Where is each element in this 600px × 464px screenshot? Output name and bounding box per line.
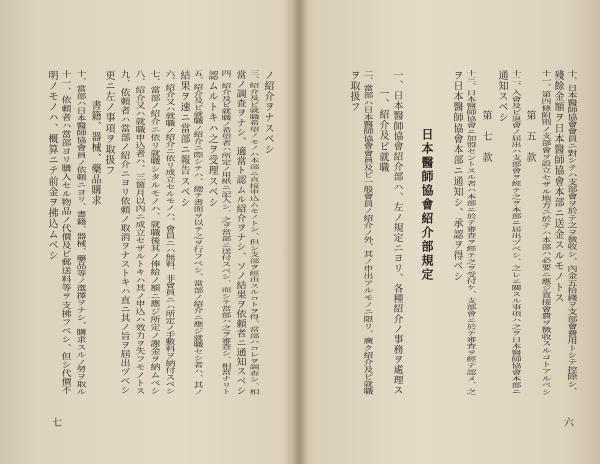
text-column: 一、紹介及ビ就職 [377, 88, 388, 173]
text-column: 明ノモノハ、概算ニテ前金ヲ拂込ムベシ [46, 70, 57, 261]
text-column: 殘餘金額ヲ日本醫師協會本部ニ送金スルモノトス [552, 70, 563, 304]
text-column: ノ紹介ヲナスベシ [262, 70, 273, 155]
text-column: 一、日本醫師協會紹介部ハ、左ノ規定ニヨリ、各種紹介ノ事務ヲ處理ス [391, 70, 402, 396]
text-column: 書籍、器械、藥品購求 [89, 100, 100, 206]
text-column: 十、當部ハ日本醫師協會員ノ依頼ニヨリ、書籍、器械、藥品等ノ選擇ヲナシ、購求スルノ勞ヲ取ル [74, 70, 85, 396]
left-page-number: 七 [52, 418, 62, 429]
text-column: 六、紹介又ハ就職ノ紹介ニ依リ成立セルモノハ、會員ニハ無料、非會員ニハ所定ノ手數料ヲ納付スベシ [163, 70, 174, 395]
text-column: 五、紹介及ビ就職ノ紹介ニ際シテハ、總テ書面ヲ以テ之ヲ行フベシ、當部ノ紹介ニ應ジ就職セシ者ハ、其ノ [191, 70, 202, 396]
text-column: 第 七 款 [480, 110, 491, 163]
text-column: 三、紹介及ビ就職希望ノモノハ本部ニ直接申込ムモノトシ、但シ支部ヲ經由スルコトヲ得、當部ハコレヲ調查シ、相 [247, 70, 258, 396]
text-column: 第 五 款 [524, 110, 535, 163]
text-column: 通知スベシ [496, 70, 507, 123]
text-column: 九、依頼者ハ當部ノ紹介ニヨリ依頼ノ取消ヲナストキハ直ニ其ノ旨ヲ屆出ヅベシ [118, 70, 129, 395]
text-column: 十三、日本醫師協會ニ加盟セントスル者ハ本部ニ於テ審査ヲ經テ之ヲ受付ケ、支部會ニ於テ審査ヲ經テ認メ、之 [464, 70, 475, 395]
text-column: 八、紹介又ハ就職申込者ハ、三箇月以內ニ成立セザルトキハ其ノ申込ハ效力ヲ失フモノトス [133, 70, 144, 395]
text-column: ヲ日本醫師協會本部ニ通知シ、承認ヲ得ベシ [451, 70, 462, 282]
text-column: 十、日本醫師協會會員ニ對シテハ支部會ヲ於テ之ヲ徴收シ、內金五拾錢ヲ支部會費用トシテ控除シ、 [565, 70, 576, 395]
text-column: 十一、依頼者ハ當部ヨリ購入セル物品ノ代價及ビ郵送料等ヲ支拂フベシ、但シ代價不 [59, 70, 70, 395]
section-heading: 日本醫師協會紹介部規定 [420, 128, 434, 282]
text-column: 七、當部ノ紹介ニ依リ就職シタルモノハ、就職後其ノ俸給ノ額ニ應ジ所定ノ謝金ヲ納ムベシ [148, 70, 159, 395]
text-column: ヲ取扱フ [348, 70, 359, 113]
right-page [304, 0, 600, 464]
text-column: 二、當部ハ日本醫師協會會員及ビ一般會員ノ紹介ノ外、其ノ申出アルモノニ限リ、廣ク紹介及ビ就職 [361, 70, 372, 395]
left-page [0, 0, 296, 464]
text-column: 結果ヲ速ニ當部ニ報告スベシ [178, 70, 189, 208]
text-column: 十二、入會及ビ退會ノ届出ハ支部會ヲ經テ之ヲ本部ニ届出ヅベシ、之レニ關スル事項ハ之ヲ日本醫師協會本部ニ [509, 70, 520, 395]
text-column: 更ニ左ノ事項ヲ取扱フ [103, 70, 114, 176]
text-column: 當ノ調查ヲナシ、適當ト認ムル紹介ヲナシ、ソノ結果ヲ依頼者ニ通知スベシ [234, 70, 245, 396]
text-column: 十一、第四條附則ノ支部會ヲ設立セザル地方ニ於テハ本部ハ必要ニ應ジ直接會費ヲ徴收スルコトアルベシ [539, 70, 550, 396]
text-column: 四、紹介及ビ就職ノ希望者ハ所定ノ用紙ニ記入シ、之ヲ當部ニ送付スベシ、而シテ當部ハ之ヲ審查シ、相當ナリト [219, 70, 230, 395]
right-page-number: 六 [564, 418, 574, 429]
text-column: 認ムルトキハ之ヲ受理スベシ [206, 70, 217, 208]
